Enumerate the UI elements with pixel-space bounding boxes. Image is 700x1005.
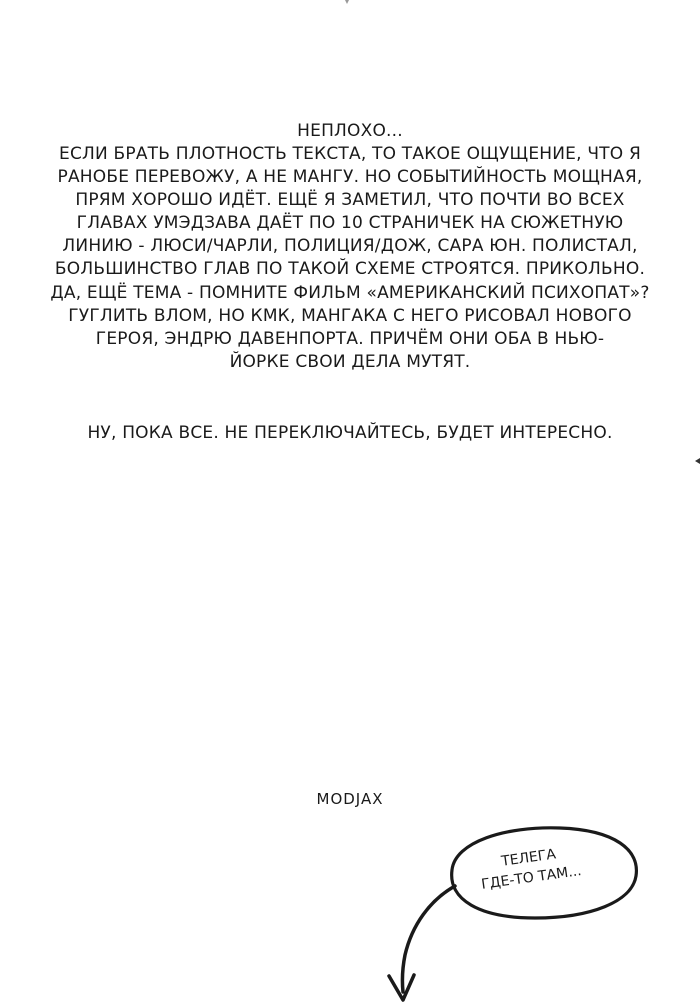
translator-note-paragraph-3	[20, 422, 680, 445]
text-line: ЙОРКЕ СВОИ ДЕЛА МУТЯТ.	[229, 352, 471, 372]
speech-bubble-text	[448, 837, 612, 899]
text-line: ДА, ЕЩЁ ТЕМА - ПОМНИТЕ ФИЛЬМ «АМЕРИКАНСКИЙ ПСИХОПАТ»?	[50, 283, 650, 303]
text-line: ЕСЛИ БРАТЬ ПЛОТНОСТЬ ТЕКСТА, ТО ТАКОЕ ОЩУЩЕНИЕ, ЧТО Я	[59, 144, 641, 164]
arrow-shaft	[402, 886, 455, 992]
bubble-line-2: ГДЕ-ТО ТАМ...	[480, 862, 583, 893]
text-line: ПРЯМ ХОРОШО ИДЁТ. ЕЩЁ Я ЗАМЕТИЛ, ЧТО ПОЧТИ ВО ВСЕХ	[75, 190, 625, 210]
text-line: ГЛАВАХ УМЭДЗАВА ДАЁТ ПО 10 СТРАНИЧЕК НА СЮЖЕТНУЮ	[76, 213, 624, 233]
text-line: НЕПЛОХО...	[297, 121, 403, 141]
translator-note-paragraph-2	[20, 282, 680, 374]
signature: MODJAX	[316, 790, 384, 808]
text-line: ГЕРОЯ, ЭНДРЮ ДАВЕНПОРТА. ПРИЧЁМ ОНИ ОБА В НЬЮ-	[95, 329, 605, 349]
text-line: НУ, ПОКА ВСЕ. НЕ ПЕРЕКЛЮЧАЙТЕСЬ, БУДЕТ ИНТЕРЕСНО.	[87, 423, 613, 443]
text-line: ЛИНИЮ - ЛЮСИ/ЧАРЛИ, ПОЛИЦИЯ/ДОЖ, САРА ЮН. ПОЛИСТАЛ,	[62, 236, 638, 256]
translator-note-paragraph-1	[20, 120, 680, 281]
text-line: БОЛЬШИНСТВО ГЛАВ ПО ТАКОЙ СХЕМЕ СТРОЯТСЯ. ПРИКОЛЬНО.	[54, 259, 646, 279]
bubble-line-1: ТЕЛЕГА	[500, 846, 557, 870]
right-edge-mark	[695, 458, 700, 464]
text-line: РАНОБЕ ПЕРЕВОЖУ, А НЕ МАНГУ. НО СОБЫТИЙНОСТЬ МОЩНАЯ,	[57, 167, 643, 187]
text-line: ГУГЛИТЬ ВЛОМ, НО КМК, МАНГАКА С НЕГО РИСОВАЛ НОВОГО	[68, 306, 632, 326]
top-edge-mark	[345, 0, 349, 4]
arrow-head	[389, 975, 414, 1000]
